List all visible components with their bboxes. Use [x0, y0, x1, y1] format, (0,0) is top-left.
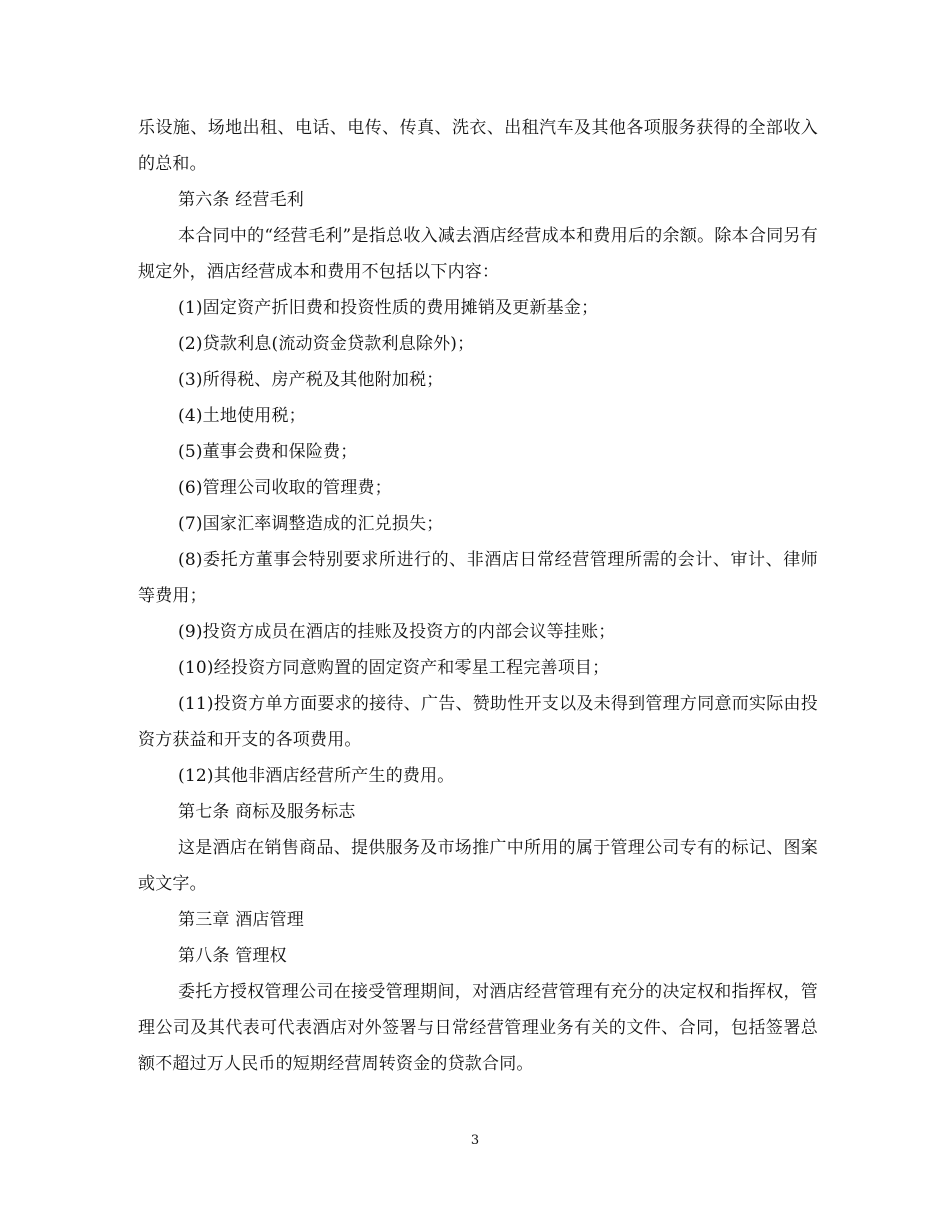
- article-6-heading: 第六条 经营毛利: [178, 190, 305, 210]
- list-item-12: (12)其他非酒店经营所产生的费用。: [178, 766, 455, 786]
- list-item-5: (5)董事会费和保险费；: [178, 442, 358, 462]
- list-item-9: (9)投资方成员在酒店的挂账及投资方的内部会议等挂账；: [178, 622, 616, 642]
- article-7-heading: 第七条 商标及服务标志: [178, 802, 356, 822]
- article-6-definition: 本合同中的“经营毛利”是指总收入减去酒店经营成本和费用后的余额。除本合同另有规定外，酒店经营成本和费用不包括以下内容：: [138, 226, 818, 282]
- list-item-1: (1)固定资产折旧费和投资性质的费用摊销及更新基金；: [178, 298, 599, 318]
- article-8-heading: 第八条 管理权: [178, 946, 287, 966]
- list-item-4: (4)土地使用税；: [178, 406, 306, 426]
- list-item-10: (10)经投资方同意购置的固定资产和零星工程完善项目；: [178, 658, 610, 678]
- paragraph-continuation: 乐设施、场地出租、电话、电传、传真、洗衣、出租汽车及其他各项服务获得的全部收入的总和。: [138, 118, 818, 174]
- article-8-body: 委托方授权管理公司在接受管理期间，对酒店经营管理有充分的决定权和指挥权，管理公司及其代表可代表酒店对外签署与日常经营管理业务有关的文件、合同，包括签署总额不超过万人民币的短期经营周转资金的贷款合同。: [138, 982, 818, 1074]
- chapter-3-heading: 第三章 酒店管理: [178, 910, 305, 930]
- article-7-definition: 这是酒店在销售商品、提供服务及市场推广中所用的属于管理公司专有的标记、图案或文字。: [138, 838, 818, 894]
- list-item-7: (7)国家汇率调整造成的汇兑损失；: [178, 514, 444, 534]
- list-item-3: (3)所得税、房产税及其他附加税；: [178, 370, 444, 390]
- list-item-8: (8)委托方董事会特别要求所进行的、非酒店日常经营管理所需的会计、审计、律师等费用；: [138, 550, 818, 606]
- page-body: [138, 110, 818, 1082]
- page-number: 3: [470, 1133, 480, 1148]
- list-item-6: (6)管理公司收取的管理费；: [178, 478, 392, 498]
- list-item-2: (2)贷款利息(流动资金贷款利息除外)；: [178, 334, 475, 354]
- list-item-11: (11)投资方单方面要求的接待、广告、赞助性开支以及未得到管理方同意而实际由投资方获益和开支的各项费用。: [138, 694, 818, 750]
